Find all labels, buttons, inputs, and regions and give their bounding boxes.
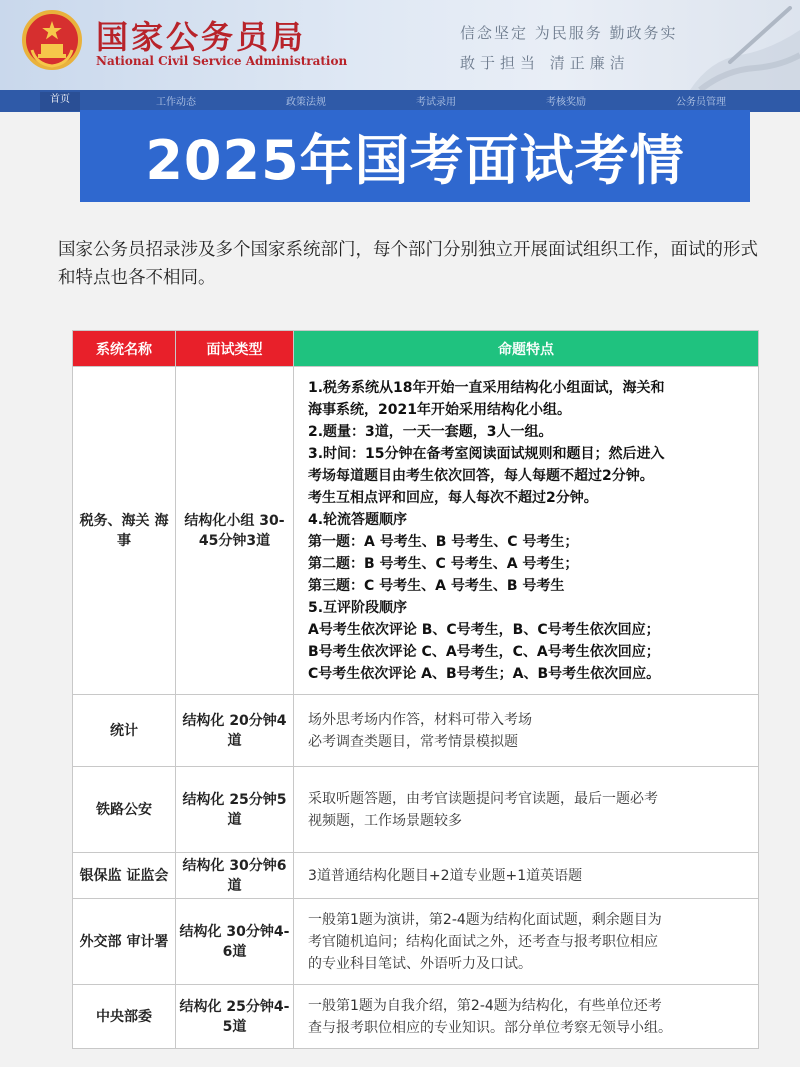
interview-type: 结构化	[179, 923, 222, 940]
feature-line: 2.题量：3道，一天一套题，3人一组。	[308, 423, 553, 440]
system-name: 统计	[110, 722, 138, 739]
interview-type-cell	[176, 767, 294, 853]
feature-line: C号考生依次评论 A、B号考生；A、B号考生依次回应。	[308, 665, 661, 682]
system-name: 银保监	[79, 867, 122, 884]
table-row	[73, 767, 759, 853]
system-cell	[73, 899, 176, 985]
table-row	[73, 695, 759, 767]
feature-line: 一般第1题为自我介绍，第2-4题为结构化，有些单位还考	[308, 997, 662, 1014]
pen-hand-icon	[670, 0, 800, 90]
feature-line: 视频题，工作场景题较多	[308, 812, 462, 829]
interview-duration: 30-45分钟3道	[198, 512, 285, 549]
slogan-line-1: 信念坚定 为民服务 勤政务实	[460, 24, 678, 42]
site-name: 国家公务员局	[96, 18, 307, 56]
system-name: 中央部委	[96, 1008, 152, 1025]
system-cell	[73, 853, 176, 899]
interview-type-cell	[176, 695, 294, 767]
features-cell	[294, 367, 759, 695]
system-cell	[73, 695, 176, 767]
interview-type: 结构化	[182, 791, 225, 808]
feature-line: 场外思考场内作答，材料可带入考场	[308, 711, 532, 728]
feature-line: 1.税务系统从18年开始一直采用结构化小组面试，海关和	[308, 379, 665, 396]
site-name-english: National Civil Service Administration	[96, 54, 348, 68]
feature-line: 采取听题答题，由考官读题提问考官读题，最后一题必考	[308, 790, 658, 807]
feature-line: A号考生依次评论 B、C号考生，B、C号考生依次回应；	[308, 621, 660, 638]
nav-item-awards[interactable]: 考核奖励	[546, 97, 586, 108]
interview-type-cell	[176, 367, 294, 695]
intro-paragraph: 国家公务员招录涉及多个国家系统部门，每个部门分别独立开展面试组织工作，面试的形式和特点也各不相同。	[58, 240, 758, 288]
system-cell	[73, 985, 176, 1049]
features-cell	[294, 985, 759, 1049]
table-header-row	[73, 331, 759, 367]
feature-line: 考场每道题目由考生依次回答，每人每题不超过2分钟。	[308, 467, 654, 484]
interview-type: 结构化	[182, 857, 225, 874]
feature-line: 的专业科目笔试、外语听力及口试。	[308, 955, 532, 972]
interview-duration: 30分钟6道	[227, 857, 287, 894]
interview-type-cell	[176, 899, 294, 985]
interview-type-cell	[176, 985, 294, 1049]
interview-type: 结构化	[179, 998, 222, 1015]
interview-type: 结构化小组	[184, 512, 255, 529]
feature-line: 4.轮流答题顺序	[308, 511, 408, 528]
nav-item-work-news[interactable]: 工作动态	[156, 97, 196, 108]
interview-duration: 25分钟4-5道	[222, 998, 290, 1035]
system-cell	[73, 767, 176, 853]
features-cell	[294, 853, 759, 899]
column-header-features: 命题特点	[294, 331, 759, 367]
nav-item-home[interactable]: 首页	[40, 92, 80, 111]
feature-line: 第二题：B 号考生、C 号考生、A 号考生；	[308, 555, 579, 572]
interview-type-cell	[176, 853, 294, 899]
feature-line: 考官随机追问；结构化面试之外，还考查与报考职位相应	[308, 933, 658, 950]
table-row	[73, 853, 759, 899]
nav-item-civil-servant-management[interactable]: 公务员管理	[676, 97, 726, 108]
page-title: 2025年国考面试考情	[145, 128, 685, 192]
interview-duration: 25分钟5道	[227, 791, 287, 828]
feature-line: 5.互评阶段顺序	[308, 599, 408, 616]
interview-type: 结构化	[182, 712, 225, 729]
feature-line: B号考生依次评论 C、A号考生，C、A号考生依次回应；	[308, 643, 660, 660]
system-name: 外交部	[79, 933, 122, 950]
column-header-type: 面试类型	[176, 331, 294, 367]
feature-line: 3.时间：15分钟在备考室阅读面试规则和题目；然后进入	[308, 445, 665, 462]
slogan-line-2: 敢于担当 清正廉洁	[460, 54, 630, 72]
feature-line: 考生互相点评和回应，每人每次不超过2分钟。	[308, 489, 598, 506]
nav-item-exams[interactable]: 考试录用	[416, 97, 456, 108]
system-name: 证监会	[126, 867, 169, 884]
feature-line: 第三题：C 号考生、A 号考生、B 号考生	[308, 577, 565, 594]
system-name: 海事	[117, 512, 169, 549]
feature-line: 海事系统，2021年开始采用结构化小组。	[308, 401, 571, 418]
feature-line: 一般第1题为演讲，第2-4题为结构化面试题，剩余题目为	[308, 911, 662, 928]
feature-line: 必考调查类题目，常考情景模拟题	[308, 733, 518, 750]
title-banner	[80, 110, 750, 202]
features-cell	[294, 767, 759, 853]
table-row	[73, 367, 759, 695]
system-name: 审计署	[126, 933, 169, 950]
national-emblem-icon	[22, 10, 82, 70]
features-cell	[294, 899, 759, 985]
feature-line: 第一题：A 号考生、B 号考生、C 号考生；	[308, 533, 579, 550]
feature-line: 查与报考职位相应的专业知识。部分单位考察无领导小组。	[308, 1019, 672, 1036]
interview-duration: 20分钟4道	[227, 712, 287, 749]
system-name: 铁路公安	[96, 801, 152, 818]
interview-duration: 30分钟4-6道	[222, 923, 290, 960]
site-header	[0, 0, 800, 90]
system-name: 税务、海关	[79, 512, 150, 529]
system-cell	[73, 367, 176, 695]
features-cell	[294, 695, 759, 767]
interview-info-table	[72, 330, 759, 1049]
column-header-system: 系统名称	[73, 331, 176, 367]
feature-line: 3道普通结构化题目+2道专业题+1道英语题	[308, 867, 583, 884]
nav-item-policies[interactable]: 政策法规	[286, 97, 326, 108]
table-row	[73, 985, 759, 1049]
main-nav	[0, 90, 800, 112]
table-row	[73, 899, 759, 985]
